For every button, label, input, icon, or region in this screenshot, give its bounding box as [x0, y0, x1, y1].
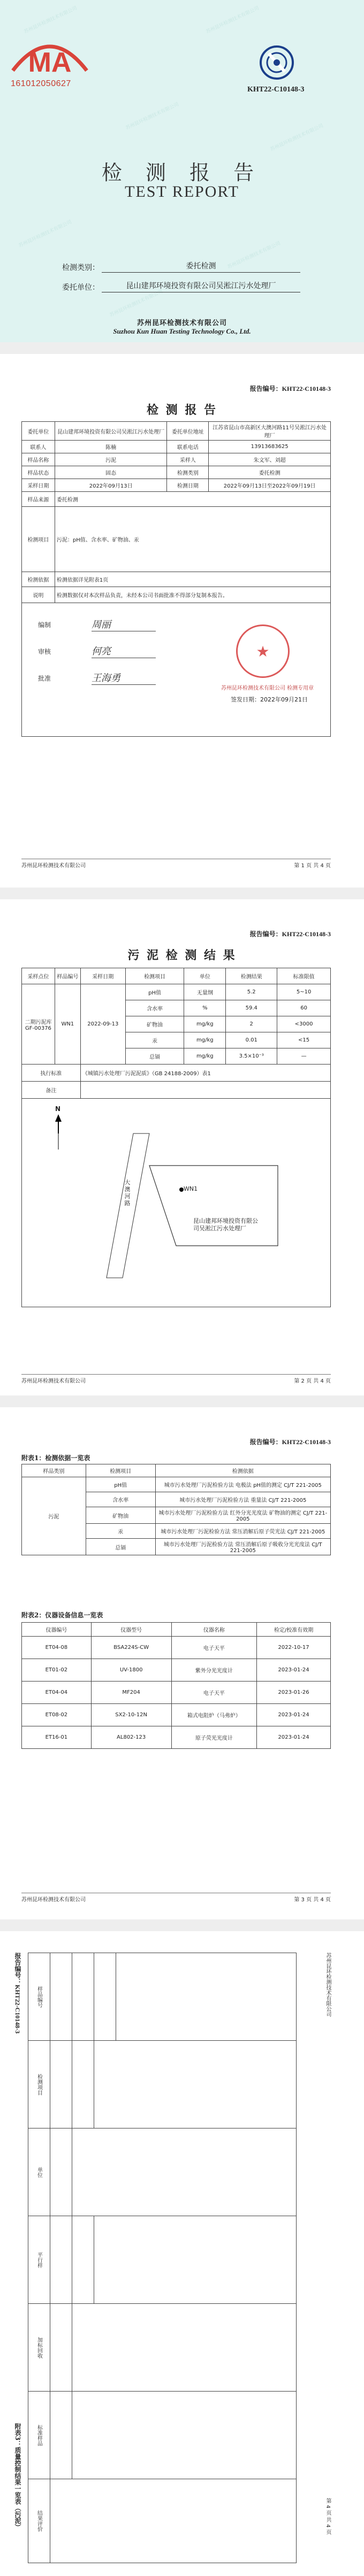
- cell: 朱文军、刘超: [209, 453, 331, 466]
- cell: 2023-01-24: [257, 1659, 331, 1682]
- header-cell: 仪器编号: [22, 1623, 92, 1637]
- cell: 说明: [22, 587, 55, 603]
- cell: ET04-04: [22, 1682, 92, 1704]
- cell: 0.01: [226, 1032, 277, 1048]
- cell: 矿物油: [125, 1016, 184, 1032]
- cell: 采样人: [167, 453, 209, 466]
- field-value: 昆山建邦环境投资有限公司吴淞江污水处理厂: [102, 280, 300, 292]
- org-name-en: Suzhou Kun Huan Testing Technology Co., Ltd.: [113, 327, 251, 335]
- cell: 城市污水处理厂污泥检验方法 红外分光光度法 矿物油的测定 CJ/T 221-2005: [155, 1507, 330, 1524]
- cell: 固态: [55, 466, 167, 479]
- page-number: 第 1 页 共 4 页: [294, 863, 331, 869]
- cell: —: [277, 1048, 331, 1065]
- cell: 含水率: [125, 1000, 184, 1016]
- watermark: 苏州昆环检测技术有限公司: [125, 102, 180, 132]
- header-cell: 样品类别: [22, 1464, 86, 1477]
- page-number: 第 2 页 共 4 页: [294, 1378, 331, 1384]
- cell: 检测项目: [22, 507, 55, 572]
- instrument-table: [21, 1622, 331, 1749]
- footer-company: 苏州昆环检测技术有限公司: [21, 1897, 86, 1903]
- qc-row: [28, 2128, 296, 2216]
- cell: 2022年09月13日: [55, 479, 167, 492]
- cell: 无量纲: [184, 984, 226, 1000]
- report-code: KHT22-C10148-3: [247, 86, 305, 94]
- cell: mg/kg: [184, 1032, 226, 1048]
- sample-point-label: WN1: [184, 1185, 198, 1192]
- field-label: 检测类别：: [62, 264, 100, 272]
- cma-mark: MA: [28, 47, 72, 77]
- cell: 矿物油: [86, 1507, 155, 1524]
- cell: 2022-09-13: [80, 984, 125, 1065]
- results-table: [21, 968, 331, 1307]
- header-cell: 采样点位: [22, 968, 55, 984]
- page-separator: [0, 342, 364, 354]
- cell: 委托单位地址: [167, 422, 209, 441]
- qc-header: 检测项目: [28, 2041, 50, 2128]
- qc-header: 结果评价: [28, 2479, 50, 2563]
- page-title: 污 泥 检 测 结 果: [127, 948, 237, 962]
- cell: 含水率: [86, 1492, 155, 1507]
- cell: 城市污水处理厂污泥检验方法 电极法 pH值的测定 CJ/T 221-2005: [155, 1477, 330, 1492]
- cell: 采样日期: [22, 479, 55, 492]
- cell: SX2-10-12N: [91, 1704, 171, 1726]
- cell: 污泥: [22, 1477, 86, 1555]
- cell: [80, 1082, 330, 1099]
- cell: <15: [277, 1032, 331, 1048]
- cell: 样品状态: [22, 466, 55, 479]
- cell: mg/kg: [184, 1016, 226, 1032]
- cell: 委托单位: [22, 422, 55, 441]
- cell: AL802-123: [91, 1726, 171, 1749]
- cell: 备注: [22, 1082, 81, 1099]
- cell: 污泥: [55, 453, 167, 466]
- qc-row: [28, 2041, 296, 2128]
- cell: 二期污泥库 GF-00376: [22, 984, 55, 1065]
- cell: 电子天平: [171, 1682, 257, 1704]
- watermark: 苏州昆环检测技术有限公司: [18, 219, 73, 249]
- page-separator: [0, 888, 364, 899]
- cell: 汞: [86, 1524, 155, 1539]
- report-code: 报告编号：KHT22-C10148-3: [249, 1438, 331, 1446]
- cell: 委托检测: [55, 492, 330, 507]
- header-cell: 检测项目: [125, 968, 184, 984]
- cell: 汞: [125, 1032, 184, 1048]
- field-label: 委托单位：: [62, 283, 100, 292]
- cell: 5~10: [277, 984, 331, 1000]
- page-separator: [0, 1919, 364, 1931]
- qc-row: [28, 2392, 296, 2479]
- cell: 13913683625: [209, 441, 331, 453]
- section-title: 附表1：检测依据一览表: [21, 1454, 90, 1462]
- cell: 总镉: [125, 1048, 184, 1065]
- seal-text: 苏州昆环检测技术有限公司 检测专用章: [221, 685, 314, 691]
- header-cell: 标准限值: [277, 968, 331, 984]
- qc-header: 平行样: [28, 2216, 50, 2303]
- org-name-cn: 苏州昆环检测技术有限公司: [136, 319, 227, 327]
- signature: 何亮: [92, 644, 156, 658]
- qc-header: 加标回收: [28, 2304, 50, 2391]
- page-footer: [21, 859, 331, 869]
- cell: 检测依据: [22, 572, 55, 587]
- method-table: [21, 1464, 331, 1555]
- cell: 原子荧光光度计: [171, 1726, 257, 1749]
- header-cell: 单位: [184, 968, 226, 984]
- cma-number: 161012050627: [11, 79, 71, 88]
- road-label: 大澳河路: [124, 1179, 131, 1207]
- page-number: 第 3 页 共 4 页: [294, 1897, 331, 1903]
- watermark: 苏州昆环检测技术有限公司: [23, 5, 78, 35]
- cma-logo: [10, 33, 90, 77]
- cell: 城市污水处理厂污泥检验方法 重量法 CJ/T 221-2005: [155, 1492, 330, 1507]
- cell: WN1: [55, 984, 80, 1065]
- cell: 城市污水处理厂污泥检验方法 常压消解后原子吸收分光光度法 CJ/T 221-2005: [155, 1539, 330, 1555]
- watermark: 苏州昆环检测技术有限公司: [269, 123, 324, 153]
- cell: 样品来源: [22, 492, 55, 507]
- cell: 昆山建邦环境投资有限公司吴淞江污水处理厂: [55, 422, 167, 441]
- info-table: [21, 421, 331, 737]
- cell: 总镉: [86, 1539, 155, 1555]
- qc-cells: [50, 1953, 296, 2040]
- cell: 污泥：pH值、含水率、矿物油、汞: [55, 507, 330, 572]
- cover-page: [0, 0, 364, 342]
- ilac-logo: [258, 44, 295, 81]
- cell: ET04-08: [22, 1637, 92, 1659]
- cell: 执行标准: [22, 1065, 81, 1082]
- title-cn: 检 测 报 告: [101, 161, 263, 184]
- signature: 周丽: [92, 617, 156, 631]
- cell: 2023-01-24: [257, 1726, 331, 1749]
- header-cell: 样品编号: [55, 968, 80, 984]
- title-en: TEST REPORT: [125, 183, 239, 200]
- qc-header: 标准样品: [28, 2392, 50, 2479]
- header-cell: 检测依据: [155, 1464, 330, 1477]
- field-category: [62, 260, 300, 273]
- cell: 2022-10-17: [257, 1637, 331, 1659]
- qc-row: [28, 2216, 296, 2304]
- footer-company: 苏州昆环检测技术有限公司: [325, 1953, 331, 2017]
- qc-page: [0, 1931, 364, 2576]
- header-cell: 检定/校准有效期: [257, 1623, 331, 1637]
- qc-header: 单位: [28, 2128, 50, 2216]
- cell: 《城镇污水处理厂污泥泥质》（GB 24188-2009）表1: [80, 1065, 330, 1082]
- header-cell: 采样日期: [80, 968, 125, 984]
- cell: 2023-01-24: [257, 1704, 331, 1726]
- cell: 2023-01-26: [257, 1682, 331, 1704]
- qc-row: [28, 1953, 296, 2041]
- cell: 江苏省昆山市高新区大澳河路11号吴淞江污水处理厂: [209, 422, 331, 441]
- page-footer: [21, 1374, 331, 1384]
- page-footer: [21, 1893, 331, 1903]
- header-cell: 仪器名称: [171, 1623, 257, 1637]
- qc-row: [28, 2479, 296, 2563]
- report-info-page: [0, 354, 364, 889]
- cell: 联系人: [22, 441, 55, 453]
- cell: 城市污水处理厂污泥检验方法 常压消解后原子荧光法 CJ/T 221-2005: [155, 1524, 330, 1539]
- cell: mg/kg: [184, 1048, 226, 1065]
- page-number: 第 4 页 共 4 页: [325, 2498, 331, 2535]
- sampling-map: [22, 1099, 331, 1307]
- cell: 委托检测: [209, 466, 331, 479]
- footer-company: 苏州昆环检测技术有限公司: [21, 863, 86, 869]
- cell: 5.2: [226, 984, 277, 1000]
- qc-row: [28, 2304, 296, 2392]
- appendix-page: [0, 1407, 364, 1921]
- signer-role: 批准: [38, 675, 51, 682]
- cell: 箱式电阻炉（马弗炉）: [171, 1704, 257, 1726]
- signature-block: [22, 603, 331, 737]
- section-title: 附表2：仪器设备信息一览表: [21, 1611, 103, 1619]
- cell: 陈楠: [55, 441, 167, 453]
- cell: pH值: [125, 984, 184, 1000]
- cell: 检测日期: [167, 479, 209, 492]
- watermark: 苏州昆环检测技术有限公司: [109, 289, 164, 319]
- qc-header: 样品编号: [28, 1953, 50, 2040]
- qc-table-body: [28, 1953, 296, 2563]
- cell: 2022年09月13日至2022年09月19日: [209, 479, 331, 492]
- company-seal: ★: [236, 624, 290, 678]
- signer-role: 审核: [38, 648, 51, 655]
- report-code: 报告编号：KHT22-C10148-3: [249, 385, 331, 392]
- cell: %: [184, 1000, 226, 1016]
- cell: 紫外分光光度计: [171, 1659, 257, 1682]
- header-cell: 仪器型号: [91, 1623, 171, 1637]
- results-page: [0, 899, 364, 1397]
- cell: 检测数据仅对本次样品负责，未经本公司书面批准不得部分复制本报告。: [55, 587, 330, 603]
- watermark: 苏州昆环检测技术有限公司: [226, 241, 282, 271]
- page-separator: [0, 1395, 364, 1407]
- cell: UV-1800: [91, 1659, 171, 1682]
- page-title: 检 测 报 告: [147, 403, 217, 417]
- north-arrow-label: N: [55, 1105, 61, 1113]
- cell: BSA224S-CW: [91, 1637, 171, 1659]
- cell: ET08-02: [22, 1704, 92, 1726]
- cell: 60: [277, 1000, 331, 1016]
- cell: MF204: [91, 1682, 171, 1704]
- cell: <3000: [277, 1016, 331, 1032]
- footer-company: 苏州昆环检测技术有限公司: [21, 1378, 86, 1384]
- cell: ET16-01: [22, 1726, 92, 1749]
- cell: 59.4: [226, 1000, 277, 1016]
- cell: ET01-02: [22, 1659, 92, 1682]
- signature: 王海勇: [92, 670, 156, 685]
- signer-role: 编制: [38, 621, 51, 629]
- sign-date: 签发日期：2022年09月21日: [231, 696, 308, 703]
- table-title: 附表3：质量控制结果一览表（污泥）: [14, 2423, 21, 2531]
- report-code: 报告编号：KHT22-C10148-3: [14, 1953, 21, 2034]
- field-client: [62, 280, 300, 292]
- cell: 3.5×10⁻³: [226, 1048, 277, 1065]
- report-code: 报告编号：KHT22-C10148-3: [249, 930, 331, 938]
- header-cell: 检测项目: [86, 1464, 155, 1477]
- cell: 检测类别: [167, 466, 209, 479]
- plant-label: 昆山建邦环境投资有限公司吴淞江污水处理厂: [193, 1217, 258, 1232]
- cell: 样品名称: [22, 453, 55, 466]
- cell: pH值: [86, 1477, 155, 1492]
- cell: 联系电话: [167, 441, 209, 453]
- field-value: 委托检测: [102, 260, 300, 273]
- cell: 检测依据详见附表1页: [55, 572, 330, 587]
- watermark: 苏州昆环检测技术有限公司: [205, 5, 260, 35]
- qc-table: [28, 1953, 297, 2563]
- cell: 电子天平: [171, 1637, 257, 1659]
- cell: 2: [226, 1016, 277, 1032]
- header-cell: 检测结果: [226, 968, 277, 984]
